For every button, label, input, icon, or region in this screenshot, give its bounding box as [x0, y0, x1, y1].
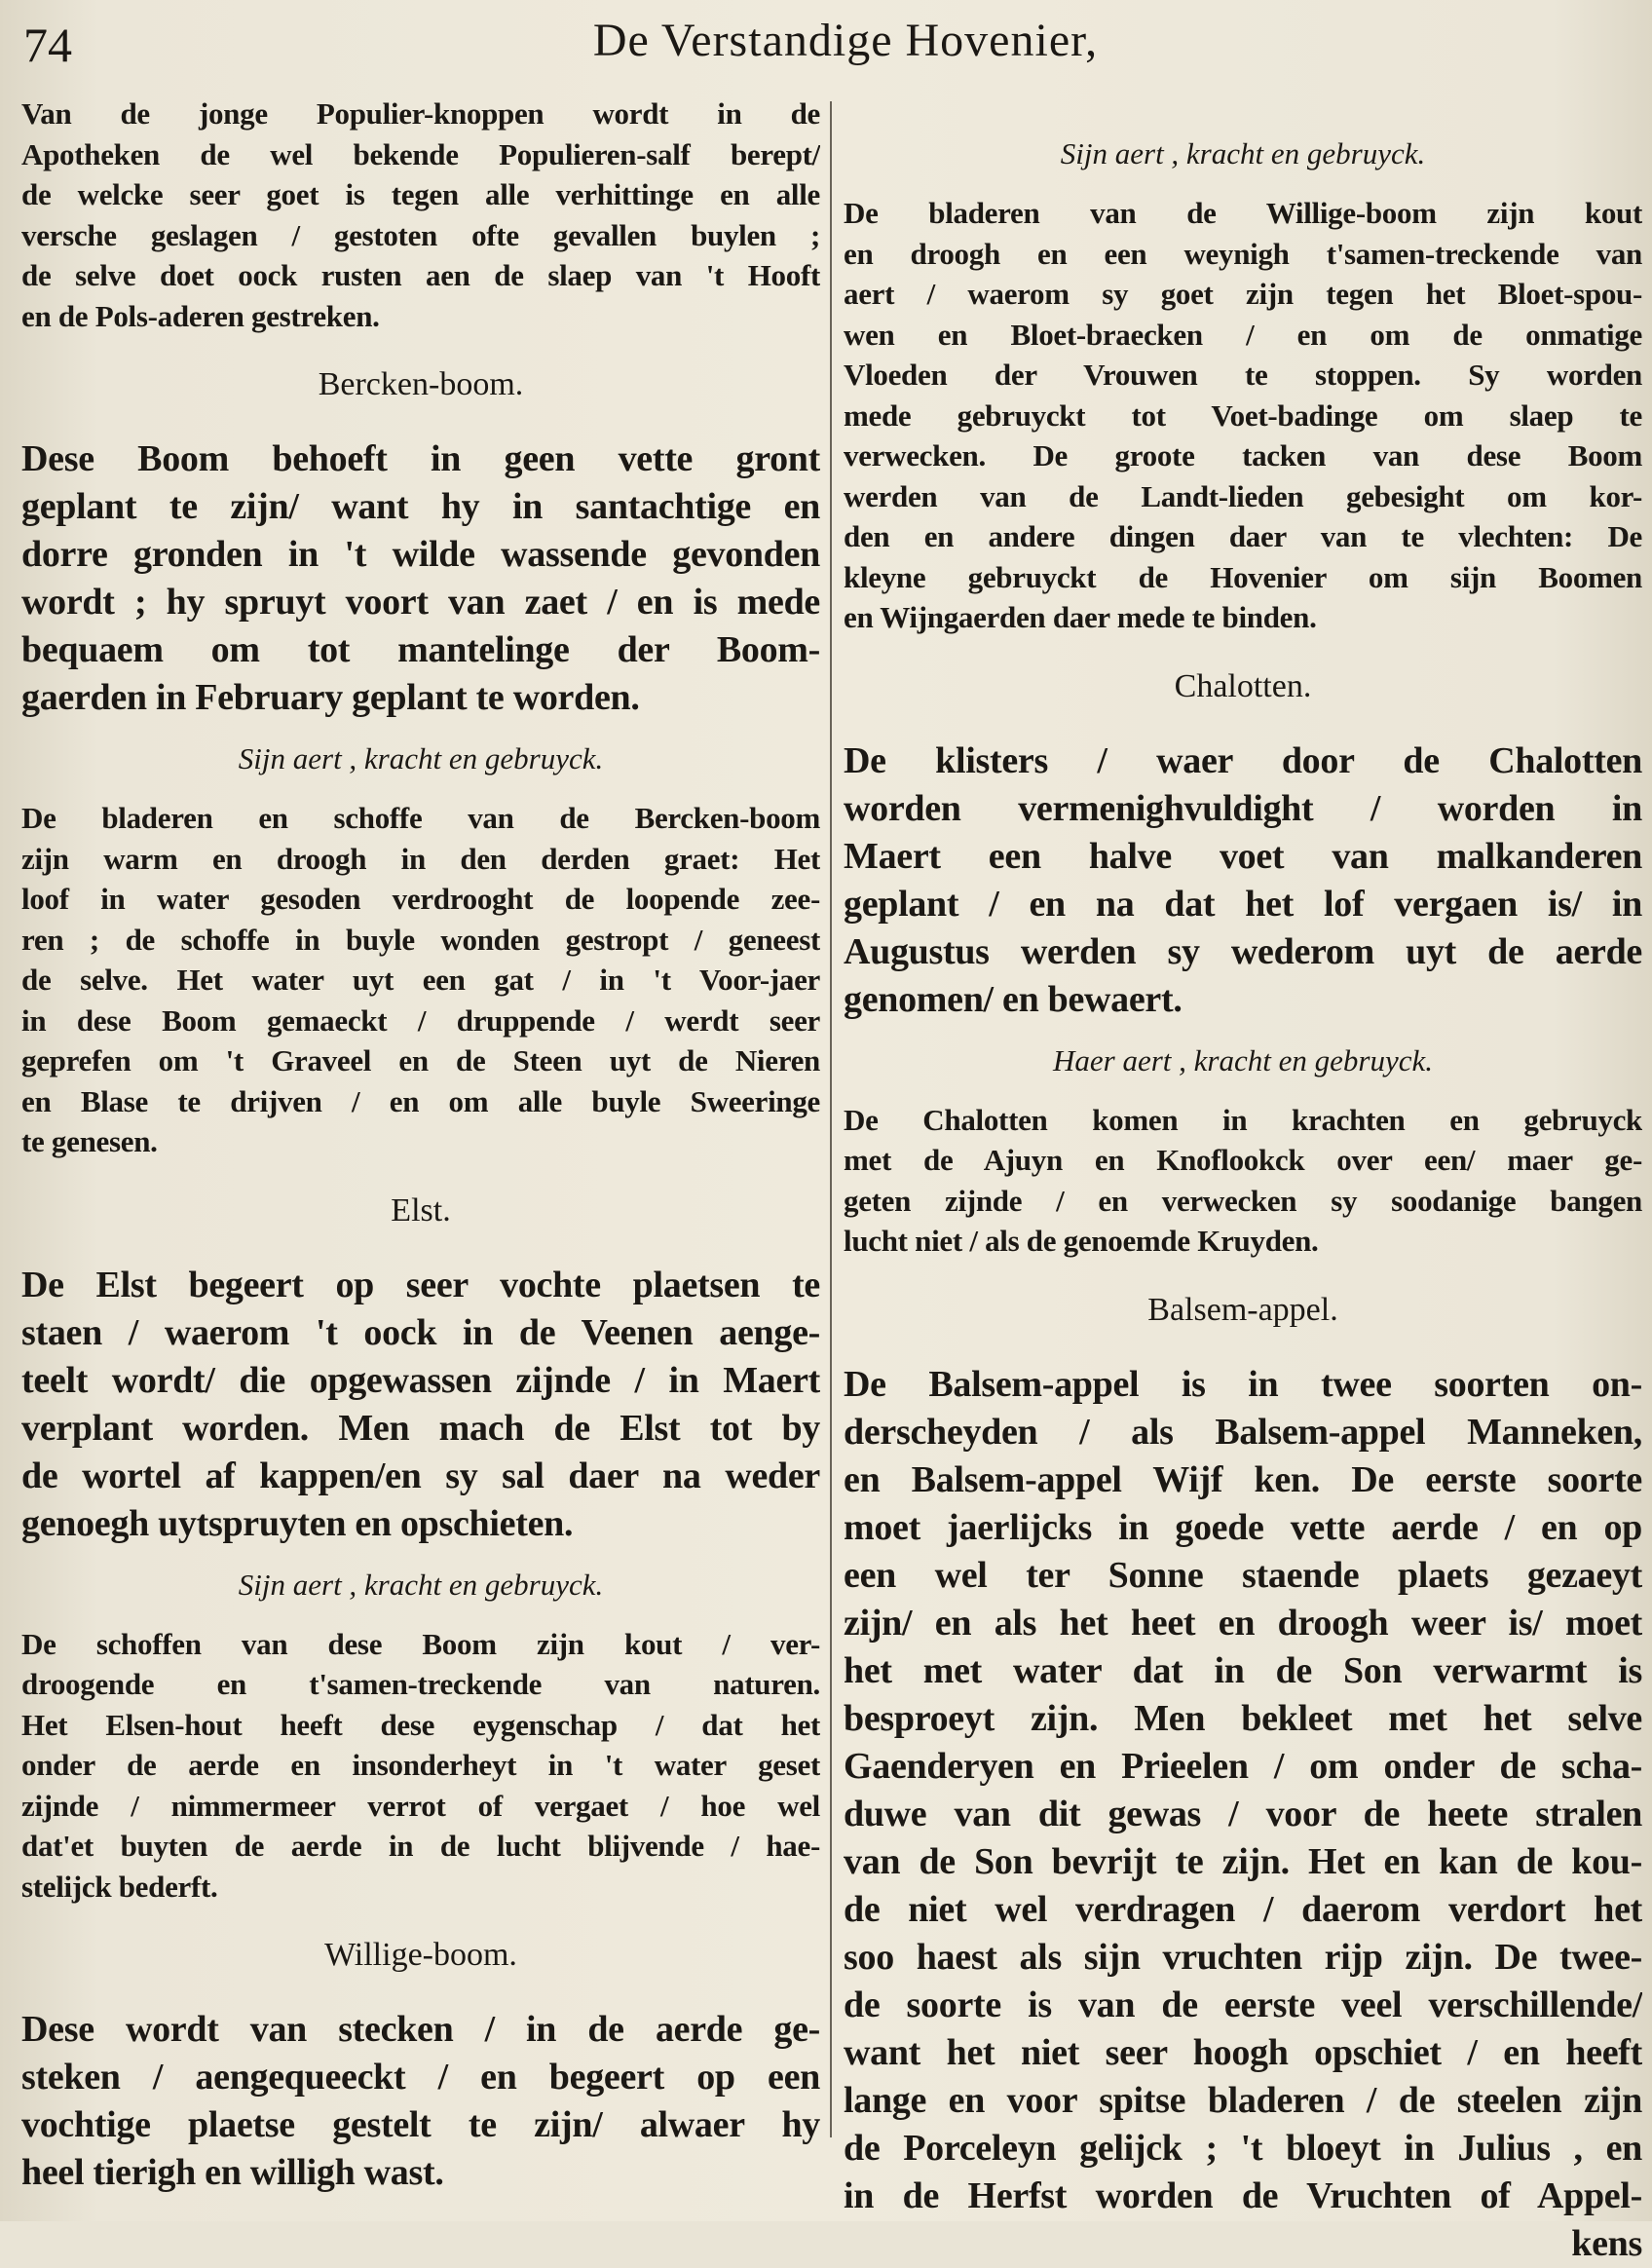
text-line: versche geslagen / gestoten ofte gevallen buylen ; — [21, 217, 820, 252]
text-line: duwe van dit gewas / voor de heete stralen — [844, 1793, 1642, 1834]
text-line: de selve. Het water uyt een gat / in 't Voor-jaer — [21, 963, 820, 997]
text-line: van de Son bevrijt te zijn. Het en kan de kou- — [844, 1840, 1642, 1882]
section-heading: Bercken-boom. — [318, 366, 524, 402]
text-line: De klisters / waer door de Chalotten — [844, 739, 1642, 781]
text-line: geprefen om 't Graveel en de Steen uyt de Nieren — [21, 1043, 820, 1077]
text-line: aert / waerom sy goet zijn tegen het Bloet-spou- — [844, 277, 1642, 311]
text-line: ren ; de schoffe in buyle wonden gestropt / geneest — [21, 922, 820, 957]
text-line: en de Pols-aderen gestreken. — [21, 298, 380, 333]
text-line: lange en voor spitse bladeren / de steelen zijn — [844, 2079, 1642, 2121]
text-line: wen en Bloet-braecken / en om de onmatige — [844, 317, 1642, 352]
text-line: droogende en t'samen-treckende van naturen. — [21, 1667, 820, 1701]
text-line: bequaem om tot mantelinge der Boom- — [21, 629, 820, 670]
text-line: teelt wordt/ die opgewassen zijnde / in Maert — [21, 1359, 820, 1401]
text-line: Van de jonge Populier-knoppen wordt in de — [21, 96, 820, 131]
text-line: Gaenderyen en Prieelen / om onder de scha- — [844, 1745, 1642, 1787]
text-line: en droogh en een weynigh t'samen-treckende van — [844, 236, 1642, 271]
text-line: derscheyden / als Balsem-appel Manneken, — [844, 1411, 1642, 1453]
body-paragraph — [844, 193, 1642, 638]
text-line: zijn/ en als het heet en droogh weer is/ moet — [844, 1602, 1642, 1644]
body-paragraph — [844, 1100, 1642, 1262]
text-line: de welcke seer goet is tegen alle verhittinge en alle — [21, 177, 820, 211]
left-column — [21, 94, 820, 2197]
text-line: de selve doet oock rusten aen de slaep van 't Hooft — [21, 258, 820, 292]
lede-paragraph — [844, 737, 1642, 1024]
body-paragraph — [21, 798, 820, 1162]
text-line: in dese Boom gemaeckt / druppende / werdt seer — [21, 1002, 820, 1038]
text-line: steken / aengequeeckt / en begeert op een — [21, 2057, 820, 2098]
section-subheading: Sijn aert , kracht en gebruyck. — [1060, 136, 1426, 170]
text-line: lucht niet / als de genoemde Kruyden. — [844, 1224, 1319, 1258]
text-line: Het Elsen-hout heeft dese eygenschap / dat het — [21, 1707, 820, 1742]
section-subheading: Sijn aert , kracht en gebruyck. — [238, 1567, 604, 1602]
text-line: en Wijngaerden daer mede te binden. — [844, 600, 1317, 634]
text-line: De Chalotten komen in krachten en gebruyck — [844, 1102, 1642, 1137]
text-line: kleyne gebruyckt de Hovenier om sijn Boomen — [844, 559, 1642, 594]
text-line: zijnde / nimmermeer verrot of vergaet / hoe wel — [21, 1788, 820, 1823]
text-line: besproeyt zijn. Men bekleet met het selve — [844, 1697, 1642, 1739]
text-line: werden van de Landt-lieden gebesight om kor- — [844, 478, 1642, 513]
text-line: De Elst begeert op seer vochte plaetsen te — [21, 1264, 820, 1305]
text-line: De bladeren van de Willige-boom zijn kout — [844, 196, 1642, 230]
text-line: Apotheken de wel bekende Populieren-salf berept/ — [21, 136, 820, 171]
text-line: Dese wordt van stecken / in de aerde ge- — [21, 2009, 820, 2050]
text-line: het met water dat in de Son verwarmt is — [844, 1649, 1642, 1691]
section-heading: Elst. — [391, 1191, 451, 1228]
text-line: heel tierigh en willigh wast. — [21, 2152, 444, 2193]
intro-paragraph — [21, 94, 820, 336]
text-line: en Balsem-appel Wijf ken. De eerste soorte — [844, 1458, 1642, 1500]
right-column — [844, 94, 1642, 2268]
text-line: mede gebruyckt tot Voet-badinge om slaep te — [844, 397, 1642, 433]
text-line: dat'et buyten de aerde in de lucht blijvende / hae- — [21, 1829, 820, 1863]
text-line: worden vermenighvuldight / worden in — [844, 787, 1642, 829]
page-number: 74 — [23, 18, 72, 72]
text-line: zijn warm en droogh in den derden graet: Het — [21, 841, 820, 876]
column-divider — [830, 101, 832, 2137]
text-line: loof in water gesoden verdrooght de loopende zee- — [21, 882, 820, 916]
section-heading: Willige-boom. — [324, 1937, 517, 1973]
text-line: Maert een halve voet van malkanderen — [844, 835, 1642, 877]
text-line: de Porceleyn gelijck ; 't bloeyt in Julius , en — [844, 2127, 1642, 2169]
lede-paragraph — [21, 435, 820, 722]
text-line: een wel ter Sonne staende plaets gezaeyt — [844, 1554, 1642, 1596]
text-line: stelijck bederft. — [21, 1869, 218, 1904]
text-line: met de Ajuyn en Knoflookck over een/ maer ge- — [844, 1143, 1642, 1177]
text-line: genomen/ en bewaert. — [844, 978, 1183, 1020]
text-line: de wortel af kappen/en sy sal daer na weder — [21, 1455, 820, 1496]
catchword: kens — [1571, 2222, 1642, 2264]
section-heading: Chalotten. — [1174, 667, 1312, 704]
body-paragraph — [21, 1624, 820, 1908]
text-line: De schoffen van dese Boom zijn kout / ver- — [21, 1626, 820, 1661]
lede-paragraph — [21, 2006, 820, 2197]
text-line: Augustus werden sy wederom uyt de aerde — [844, 930, 1642, 972]
text-line: geplant te zijn/ want hy in santachtige en — [21, 486, 820, 527]
text-line: soo haest als sijn vruchten rijp zijn. De twee- — [844, 1936, 1642, 1978]
text-line: genoegh uytspruyten en opschieten. — [21, 1502, 574, 1544]
running-title: De Verstandige Hovenier, — [592, 15, 1099, 66]
page-header — [0, 0, 1652, 82]
text-line: want het niet seer hoogh opschiet / en heeft — [844, 2031, 1642, 2073]
text-line: geten zijnde / en verwecken sy soodanige bangen — [844, 1183, 1642, 1218]
section-heading: Balsem-appel. — [1147, 1291, 1338, 1328]
text-line: moet jaerlijcks in goede vette aerde / en op — [844, 1506, 1642, 1548]
text-line: De Balsem-appel is in twee soorten on- — [844, 1363, 1642, 1405]
text-line: onder de aerde en insonderheyt in 't water geset — [21, 1748, 820, 1782]
text-line: in de Herfst worden de Vruchten of Appel- — [844, 2174, 1642, 2216]
text-line: Dese Boom behoeft in geen vette gront — [21, 438, 820, 479]
text-line: de niet wel verdragen / daerom verdort het — [844, 1888, 1642, 1930]
text-line: De bladeren en schoffe van de Bercken-boom — [21, 801, 820, 835]
text-line: verplant worden. Men mach de Elst tot by — [21, 1407, 820, 1449]
text-line: den en andere dingen daer van te vlechten: De — [844, 519, 1642, 553]
text-line: dorre gronden in 't wilde wassende gevonden — [21, 534, 820, 575]
text-line: te genesen. — [21, 1124, 158, 1158]
lede-paragraph — [21, 1262, 820, 1548]
text-line: gaerden in February geplant te worden. — [21, 677, 640, 718]
text-line: en Blase te drijven / en om alle buyle Sweeringe — [21, 1083, 820, 1118]
lede-paragraph — [844, 1361, 1642, 2268]
text-line: wordt ; hy spruyt voort van zaet / en is mede — [21, 582, 820, 623]
section-subheading: Haer aert , kracht en gebruyck. — [1053, 1042, 1433, 1077]
section-subheading: Sijn aert , kracht en gebruyck. — [238, 741, 604, 775]
text-line: staen / waerom 't oock in de Veenen aenge- — [21, 1311, 820, 1353]
text-line: verwecken. De groote tacken van dese Boom — [844, 438, 1642, 472]
text-line: de soorte is van de eerste veel verschillende/ — [844, 1984, 1642, 2025]
text-line: Vloeden der Vrouwen te stoppen. Sy worden — [844, 358, 1642, 392]
text-line: vochtige plaetse gestelt te zijn/ alwaer hy — [21, 2104, 820, 2145]
text-line: geplant / en na dat het lof vergaen is/ in — [844, 883, 1642, 925]
